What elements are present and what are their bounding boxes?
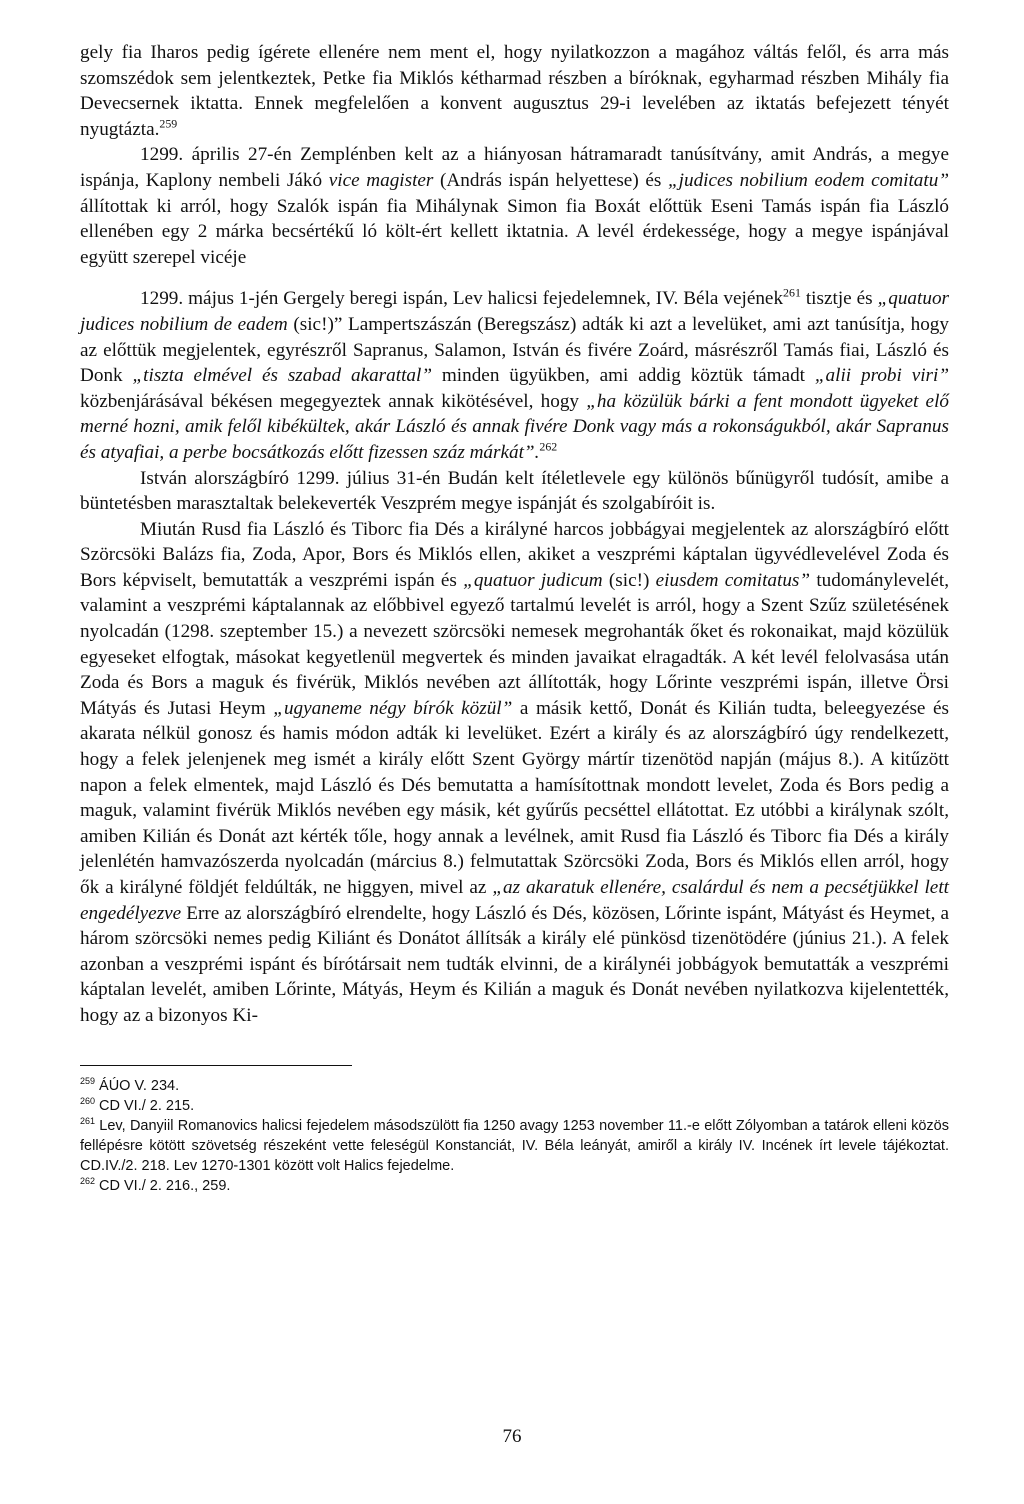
italic-span: „ha közülük bárki a fent mondott ügyeket elő merné hozni, amik felől kibékültek, akár László és annak fivére Donk vagy más a rokonságukból, akár Sapranus és atyafiai, a perbe bocsátkozás előtt fizessen száz márkát”.	[80, 390, 949, 463]
main-text	[80, 40, 949, 1029]
footnote	[80, 1076, 949, 1096]
text-span: (András ispán helyettese) és	[433, 169, 668, 191]
footnote-divider	[80, 1065, 352, 1066]
text-span: gely fia Iharos pedig ígérete ellenére nem ment el, hogy nyilatkozzon a magához váltás felől, és arra más szomszédok sem jelentkeztek, Petke fia Miklós kétharmad részben a bíróknak, egyharmad részben Mihály fia Devecsernek iktatta. Ennek megfelelően a konvent augusztus 29-i levelében az iktatás befejezett tényét nyugtázta.	[80, 42, 949, 140]
text-span: ért kellett iktatnia. A levél érdekessége, hogy a megye ispánjával együtt szerepel vicéje	[80, 221, 949, 268]
paragraph	[80, 40, 949, 142]
footnote	[80, 1116, 949, 1176]
paragraph	[80, 466, 949, 517]
text-span: állítottak ki arról, hogy Szalók ispán fia Mihálynak Simon fia Boxát előttük Eseni Tamás ispán fia László ellenében egy 2 márka becsértékű ló költ-	[80, 195, 949, 243]
footnote	[80, 1096, 949, 1116]
footnote-number: 261	[80, 1115, 95, 1126]
text-span: minden ügyükben, ami addig köztük támadt	[432, 365, 815, 387]
text-span: István alországbíró 1299. július 31-én Budán kelt ítéletlevele egy különös bűnügyről tudósít, amibe a büntetésben marasztaltak belekeverték Veszprém megye ispánját és szolgabíróit is.	[80, 467, 949, 515]
italic-span: „quatuor judicum	[463, 569, 603, 591]
footnote-ref: 259	[159, 116, 178, 131]
italic-span: „quatuor judices nobilium de eadem	[80, 288, 950, 335]
text-span: 1299. május 1-jén Gergely beregi ispán, Lev halicsi fejedelemnek, IV. Béla vejének	[140, 288, 784, 310]
footnote-ref: 261	[783, 285, 801, 300]
footnote-text: ÁÚO V. 234.	[95, 1077, 180, 1094]
paragraph	[80, 142, 949, 270]
text-span: Erre az alországbíró elrendelte, hogy László és Dés, közösen, Lőrinte ispánt, Mátyást és Heymet, a három szörcsöki nemes pedig Kiliánt és Donátot állítsák a király elé pünkösd tizenötödére (június 21.). A felek azonban a veszprémi ispánt és bírótársait nem tudták elvinni, de a királynéi jobbágyok bemutatták a veszprémi káptalan levelét, amiben Lőrinte, Mátyás, Heym és Kilián a maguk és Donát nevében nyilatkozva kijelentették, hogy az a bizonyos Ki-	[80, 902, 949, 1026]
text-span: (sic!)	[602, 569, 656, 591]
footnotes	[80, 1065, 949, 1196]
footnote	[80, 1176, 949, 1196]
text-span: (sic!)” Lampertszászán (Beregszász) adták ki azt a levelüket, ami azt tanúsítja, hogy az előttük megjelentek, egyrészről Sapranus, Salamon, István és fivére Zoárd, másrészről Tamás fiai, László és Donk	[80, 313, 949, 387]
footnote-text: CD VI./ 2. 215.	[95, 1097, 195, 1114]
italic-span: vice magister	[328, 169, 434, 191]
footnote-text: Lev, Danyiil Romanovics halicsi fejedelem másodszülött fia 1250 avagy 1253 november 11.-e előtt Zólyomban a tatárok elleni közös fellépésre kötött szövetség részeként vette feleségül Konstanciát, IV. Béla leányát, amiről a király IV. Incének írt levele tájékoztat. CD.IV./2. 218. Lev 1270-1301 között volt Halics fejedelme.	[80, 1117, 949, 1174]
footnote-text: CD VI./ 2. 216., 259.	[95, 1177, 231, 1194]
italic-span: „ugyaneme négy bírók közül”	[273, 697, 513, 719]
paragraph	[80, 286, 949, 465]
footnote-number: 259	[80, 1075, 95, 1086]
footnote-number: 260	[80, 1095, 95, 1106]
italic-span: „alii probi viri”	[814, 365, 950, 387]
page-number: 76	[502, 1426, 522, 1447]
text-span: tudománylevelét, valamint a veszprémi káptalannak az előbbivel egyező tartalmú levelét is arról, hogy a Szent Szűz születésének nyolcadán (1298. szeptember 15.) a nevezett szörcsöki nemesek megrohanták őket és rokonaikat, majd közülük egyeseket elfogtak, másokat kegyetlenül megvertek és minden javaikat elragadták. A két levél felolvasása után Zoda és Bors a maguk és fivérük, Miklós nevében azt állították, hogy Lőrinte veszprémi ispán, illetve Örsi Mátyás és Jutasi Heym	[80, 569, 949, 719]
text-span: Miután Rusd fia László és Tiborc fia Dés a királyné harcos jobbágyai megjelentek az alországbíró előtt Szörcsöki Balázs fia, Zoda, Apor, Bors és Miklós ellen, akiket a veszprémi káptalan ügyvédlevelével Zoda és Bors képviselt, bemutatták a veszprémi ispán és	[80, 518, 949, 591]
italic-span: „az akaratuk ellenére, csalárdul és nem a pecsétjükkel lett engedélyezve	[80, 877, 949, 924]
footnote-ref: 262	[539, 439, 558, 454]
text-span: a másik kettő, Donát és Kilián tudta, beleegyezése és akarata nélkül gonosz és hamis módon adták ki levelüket. Ezért a király és az alországbíró úgy rendelkezett, hogy a felek jelenjenek meg ismét a király előtt Szent György mártír tizenötöd napján (május 8.). A kitűzött napon a felek elmentek, majd László és Dés bemutatta a hamísítottnak mondott levelet, Zoda és Bors pedig a maguk, valamint fivérük Miklós nevében egy másik, két gyűrűs pecséttel ellátottat. Ez utóbbi a királynak szólt, amiben Kilián és Donát azt kérték tőle, hogy annak a levélnek, amit Rusd fia László és Tiborc fia Dés a király jelenlétén hamvazószerda nyolcadán (március 8.) felmutattak Szörcsöki Zoda, Bors és Miklós ellen arról, hogy ők a királyné földjét feldúlták, ne higgyen, mivel az	[80, 697, 949, 898]
footnote-list	[80, 1076, 949, 1196]
italic-span: „judices nobilium eodem comitatu”	[667, 169, 950, 191]
paragraph	[80, 517, 949, 1029]
footnote-number: 262	[80, 1175, 95, 1186]
text-span: közbenjárásával békésen megegyeztek annak kikötésével, hogy	[80, 390, 587, 412]
italic-span: eiusdem comitatus”	[655, 569, 811, 591]
text-span: tisztje és	[800, 288, 878, 310]
text-span: 1299. április 27-én Zemplénben kelt az a hiányosan hátramaradt tanúsítvány, amit András, a megye ispánja, Kaplony nembeli Jákó	[80, 144, 949, 191]
italic-span: „tiszta elmével és szabad akarattal”	[132, 365, 433, 387]
